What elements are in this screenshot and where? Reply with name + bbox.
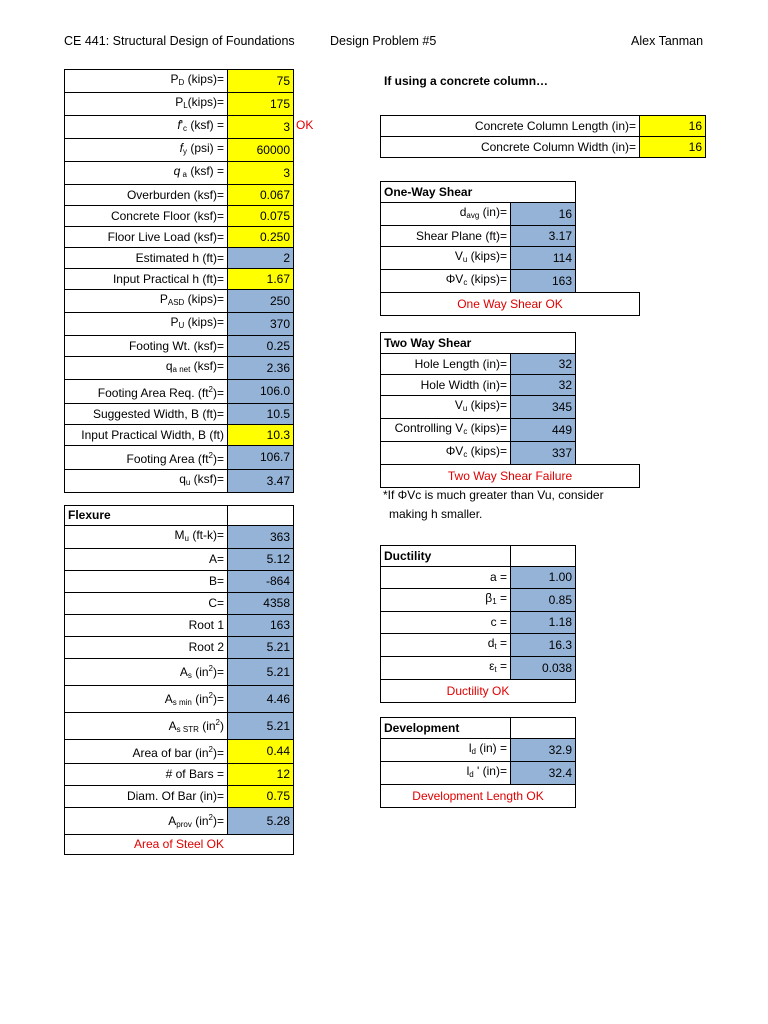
input-value: 2.36 [228,357,294,380]
table-row [65,740,294,764]
section-value: 449 [511,419,576,442]
table-row [381,634,576,657]
input-label: $P_L(kips)=$ [65,93,228,116]
section-label: $\Phi V_c$ (kips)= [381,270,511,293]
table-row [65,786,294,808]
table-row [65,357,294,380]
table-row [65,593,294,615]
flexure-value: 4.46 [228,686,294,713]
blank-cell [576,333,640,354]
input-label: $P_D$ (kips)= [65,70,228,93]
table-row [381,546,576,567]
section-label: c = [381,612,511,634]
fc-ok-note: OK [296,118,314,132]
development-table [380,717,576,808]
section-value: 337 [511,442,576,465]
input-label: Overburden (ksf)= [65,185,228,206]
two-way-note-line2: making h smaller. [389,507,483,521]
table-row [65,227,294,248]
section-value: 3.17 [511,226,576,247]
flexure-label: $A_{s STR}$ $(in^2)$ [65,713,228,740]
status-message: One Way Shear OK [381,293,640,316]
flexure-label: Root 1 [65,615,228,637]
table-row [381,567,576,589]
section-title: One-Way Shear [381,182,576,203]
table-row [65,764,294,786]
input-label: $q_u$ (ksf)= [65,470,228,493]
flexure-value: 5.21 [228,637,294,659]
section-title: Development [381,718,511,739]
blank-cell [576,247,640,270]
flexure-label: Root 2 [65,637,228,659]
ductility-table [380,545,576,703]
blank-cell [576,419,640,442]
section-label: a = [381,567,511,589]
input-value: 0.067 [228,185,294,206]
input-label: Suggested Width, B (ft)= [65,404,228,425]
input-value: 250 [228,290,294,313]
section-label: Hole Length (in)= [381,354,511,375]
section-value: 0.85 [511,589,576,612]
status-message: Two Way Shear Failure [381,465,640,488]
input-value: 3 [228,116,294,139]
input-value: 0.25 [228,336,294,357]
column-value: 16 [640,137,706,158]
blank-cell [576,182,640,203]
flexure-label: B= [65,571,228,593]
flexure-label: $A_{s min}$ $(in^2)=$ [65,686,228,713]
input-value: 10.5 [228,404,294,425]
blank-cell [576,270,640,293]
section-label: $\beta_1$ = [381,589,511,612]
table-row [65,637,294,659]
input-label: $P_{ASD}$ (kips)= [65,290,228,313]
status-message: Ductility OK [381,680,576,703]
blank-cell [576,396,640,419]
table-row [381,116,706,137]
blank-cell [576,203,640,226]
input-label: Input Practical h (ft)= [65,269,228,290]
table-row [65,686,294,713]
section-value: 16.3 [511,634,576,657]
input-label: Estimated h (ft)= [65,248,228,269]
input-label: $P_U$ (kips)= [65,313,228,336]
section-value: 32 [511,375,576,396]
table-row [65,713,294,740]
input-label: $f'_c$ (ksf) = [65,116,228,139]
author-name: Alex Tanman [631,34,704,48]
flexure-value: 12 [228,764,294,786]
section-label: $V_u$ (kips)= [381,247,511,270]
status-message: Development Length OK [381,785,576,808]
two-way-note-line1: *If ΦVc is much greater than Vu, consider [383,488,604,502]
course-title: CE 441: Structural Design of Foundations [64,34,295,48]
table-row [65,93,294,116]
section-value: 0.038 [511,657,576,680]
column-label: Concrete Column Width (in)= [381,137,640,158]
blank-cell [511,546,576,567]
table-row [381,612,576,634]
section-value: 32.4 [511,762,576,785]
table-row [65,290,294,313]
flexure-value: 5.21 [228,713,294,740]
table-row [65,808,294,835]
table-row [65,404,294,425]
input-value: 60000 [228,139,294,162]
input-label: Footing Area Req. $(ft^2)=$ [65,380,228,404]
table-row [65,659,294,686]
input-label: Footing Wt. (ksf)= [65,336,228,357]
section-label: Hole Width (in)= [381,375,511,396]
table-row [381,589,576,612]
input-label: Input Practical Width, B (ft) [65,425,228,446]
section-label: $l_d$ ' (in)= [381,762,511,785]
table-row [65,116,294,139]
flexure-value: 163 [228,615,294,637]
section-label: $\Phi V_c$ (kips)= [381,442,511,465]
column-label: Concrete Column Length (in)= [381,116,640,137]
flexure-value: 5.28 [228,808,294,835]
flexure-value: 5.12 [228,549,294,571]
section-value: 32 [511,354,576,375]
flexure-label: $A_{prov}$ $(in^2)=$ [65,808,228,835]
table-row [65,162,294,185]
flexure-value: 4358 [228,593,294,615]
table-row [65,571,294,593]
flexure-table [64,505,294,855]
input-label: $f_y$ (psi) = [65,139,228,162]
status-message: Area of Steel OK [65,835,294,855]
table-row [381,657,576,680]
input-value: 2 [228,248,294,269]
input-value: 3.47 [228,470,294,493]
flexure-label: A= [65,549,228,571]
one-way-shear-table [380,181,640,316]
flexure-value: 5.21 [228,659,294,686]
section-label: $V_u$ (kips)= [381,396,511,419]
flexure-label: $A_s$ $(in^2)=$ [65,659,228,686]
problem-title: Design Problem #5 [330,34,437,48]
flexure-label: Area of bar $(in^2)=$ [65,740,228,764]
table-row [381,718,576,739]
flexure-label: Diam. Of Bar (in)= [65,786,228,808]
input-value: 370 [228,313,294,336]
section-value: 345 [511,396,576,419]
input-label: q $_a$ (ksf) = [65,162,228,185]
table-row [65,206,294,227]
flexure-label: # of Bars = [65,764,228,786]
blank-cell [576,375,640,396]
section-title: Two Way Shear [381,333,576,354]
table-row [65,380,294,404]
blank-cell [576,226,640,247]
section-label: $d_t$ = [381,634,511,657]
section-label: $l_d$ (in) = [381,739,511,762]
table-row [65,269,294,290]
two-way-shear-table [380,332,640,488]
table-row [65,313,294,336]
input-value: 10.3 [228,425,294,446]
blank-cell [511,718,576,739]
input-label: Concrete Floor (ksf)= [65,206,228,227]
column-value: 16 [640,116,706,137]
input-value: 3 [228,162,294,185]
input-value: 175 [228,93,294,116]
table-row [65,506,294,526]
table-row [65,70,294,93]
input-value: 106.0 [228,380,294,404]
flexure-value: -864 [228,571,294,593]
section-value: 1.18 [511,612,576,634]
table-row [65,185,294,206]
table-row [65,470,294,493]
flexure-label: $M_u$ (ft-k)= [65,526,228,549]
table-row [65,549,294,571]
table-row [65,425,294,446]
section-title: Flexure [65,506,228,526]
table-row [65,526,294,549]
section-label: $\varepsilon_t$ = [381,657,511,680]
section-label: $d_{avg}$ (in)= [381,203,511,226]
section-value: 32.9 [511,739,576,762]
table-row [65,248,294,269]
blank-cell [576,354,640,375]
input-value: 75 [228,70,294,93]
section-value: 163 [511,270,576,293]
table-row [381,739,576,762]
flexure-value: 0.44 [228,740,294,764]
column-intro: If using a concrete column… [384,74,549,88]
blank-cell [576,442,640,465]
table-row [381,762,576,785]
table-row [65,446,294,470]
main-input-table [64,69,294,493]
table-row [381,137,706,158]
section-value: 114 [511,247,576,270]
blank-cell [228,506,294,526]
table-row [65,139,294,162]
input-label: $q_{a net}$ (ksf)= [65,357,228,380]
section-label: Shear Plane (ft)= [381,226,511,247]
section-value: 1.00 [511,567,576,589]
section-value: 16 [511,203,576,226]
section-title: Ductility [381,546,511,567]
flexure-value: 0.75 [228,786,294,808]
table-row [65,336,294,357]
section-label: Controlling $V_c$ (kips)= [381,419,511,442]
input-label: Footing Area $(ft^2)=$ [65,446,228,470]
column-table [380,115,706,158]
input-value: 0.250 [228,227,294,248]
flexure-value: 363 [228,526,294,549]
input-value: 106.7 [228,446,294,470]
flexure-label: C= [65,593,228,615]
input-value: 0.075 [228,206,294,227]
table-row [65,615,294,637]
input-value: 1.67 [228,269,294,290]
input-label: Floor Live Load (ksf)= [65,227,228,248]
